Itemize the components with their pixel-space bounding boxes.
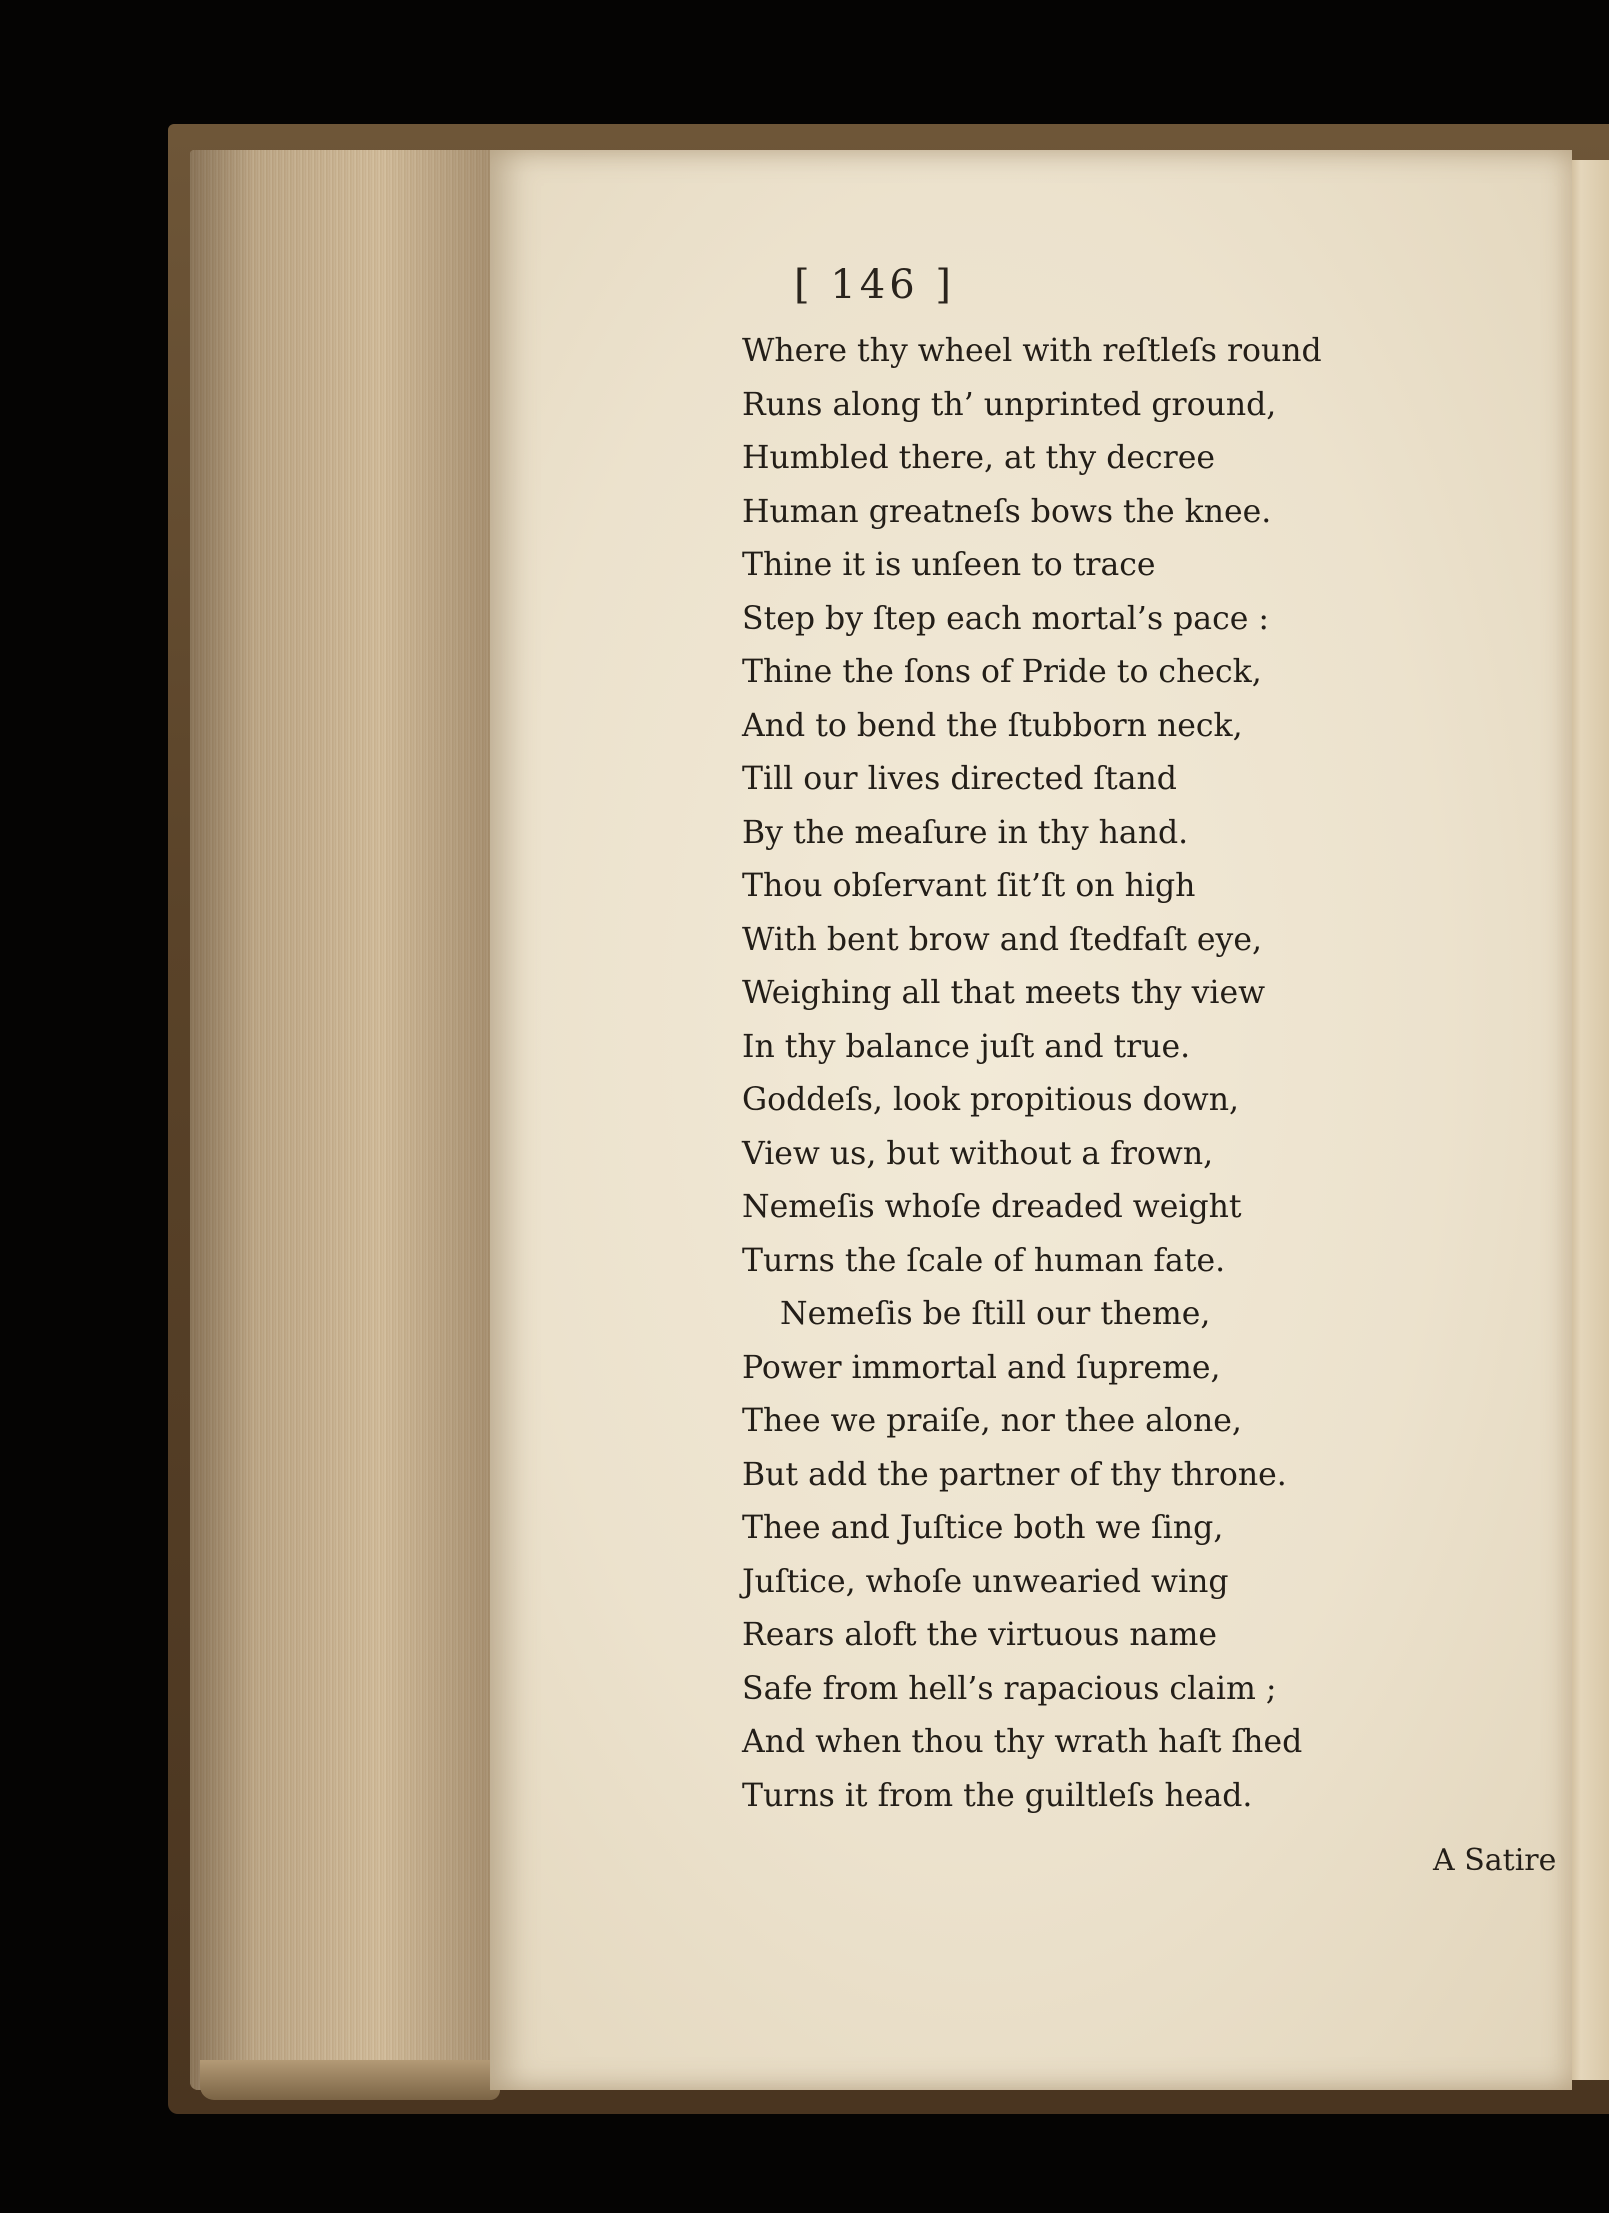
poem-line: By the meaſure in thy hand. <box>742 814 1189 851</box>
poem-line: View us, but without a frown, <box>742 1135 1214 1172</box>
poem-line: Turns it from the guiltleſs head. <box>742 1777 1253 1814</box>
poem-line: Step by ſtep each mortal’s pace : <box>742 600 1269 637</box>
poem-line: In thy balance juſt and true. <box>742 1028 1191 1065</box>
poem-line: Humbled there, at thy decree <box>742 440 1215 476</box>
poem-line: Juſtice, whoſe unwearied wing <box>742 1563 1229 1600</box>
poem-line: Rears aloft the virtuous name <box>742 1617 1218 1653</box>
poem-line: Human greatneſs bows the knee. <box>742 493 1272 530</box>
poem-line: Weighing all that meets thy view <box>742 975 1266 1011</box>
poem-line: And when thou thy wrath haſt ſhed <box>742 1724 1303 1760</box>
poem-line: But add the partner of thy throne. <box>742 1456 1287 1493</box>
poem-line: Runs along th’ unprinted ground, <box>742 386 1277 423</box>
poem-line: Thee and Juſtice both we ſing, <box>742 1510 1224 1546</box>
poem-line: Till our lives directed ſtand <box>742 761 1177 797</box>
poem-line: Safe from hell’s rapacious claim ; <box>742 1670 1277 1707</box>
poem-line: Power immortal and ſupreme, <box>742 1349 1221 1386</box>
poem-line: Nemeſis whoſe dreaded weight <box>742 1189 1242 1225</box>
poem-line: Goddeſs, look propitious down, <box>742 1082 1240 1118</box>
poem-line: Thine it is unſeen to trace <box>742 547 1156 583</box>
page-number: [ 146 ] <box>794 262 955 308</box>
poem-line: Thou obſervant ſit’ſt on high <box>742 868 1196 904</box>
poem-line: And to bend the ſtubborn neck, <box>742 707 1243 744</box>
catchword: A Satire <box>1433 1843 1557 1878</box>
poem-line: Turns the ſcale of human fate. <box>742 1242 1226 1279</box>
poem-line: With bent brow and ſtedfaſt eye, <box>742 921 1263 958</box>
page-block-shading <box>190 150 510 2090</box>
poem-line: Thine the ſons of Pride to check, <box>742 654 1262 690</box>
poem-line: Nemeſis be ſtill our theme, <box>780 1296 1211 1332</box>
page-block-bottom <box>200 2060 500 2100</box>
poem-line: Where thy wheel with reſtleſs round <box>742 333 1322 369</box>
poem-text <box>742 325 1322 1823</box>
poem-line: Thee we praiſe, nor thee alone, <box>742 1403 1242 1439</box>
